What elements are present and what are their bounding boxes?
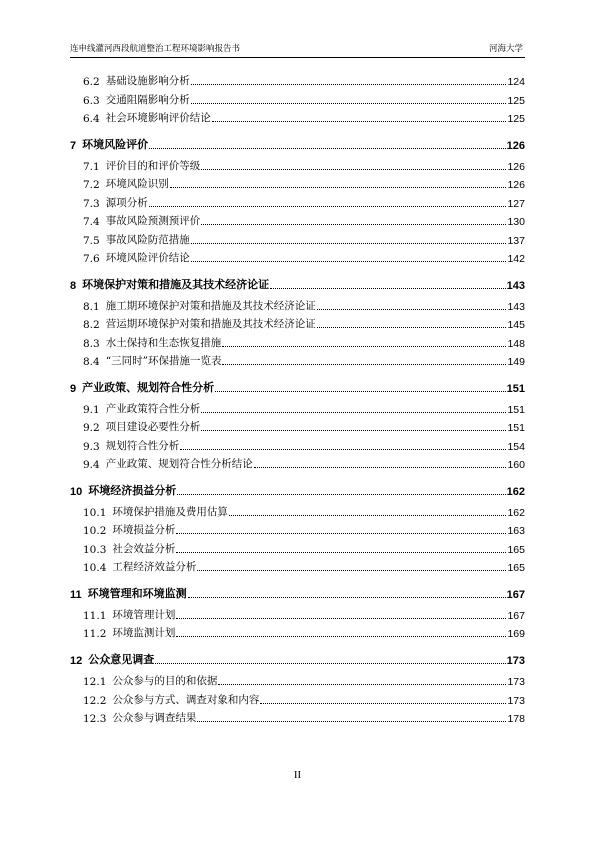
dot-leader (176, 533, 506, 534)
section-number: 9.4 (83, 459, 100, 472)
section-number: 6.2 (83, 76, 100, 89)
page-number: 125 (507, 113, 525, 126)
dot-leader (218, 684, 506, 685)
document-title: 连申线灌河西段航道整治工程环境影响报告书 (70, 44, 241, 54)
section-title: 环境风险识别 (105, 178, 169, 191)
section-number: 8.1 (83, 300, 100, 313)
section-title: 环境保护措施及费用估算 (112, 506, 228, 519)
dot-leader (191, 84, 507, 85)
chapter-title: 环境风险评价 (82, 137, 149, 151)
section-title: 公众参与方式、调查对象和内容 (112, 693, 260, 706)
section-number: 11.2 (83, 628, 107, 641)
page-number: 167 (507, 610, 525, 623)
toc-entry-12-3[interactable] (70, 707, 525, 725)
page-number: 154 (507, 440, 525, 453)
section-number: 6.3 (83, 94, 100, 107)
page-footer-number: II (293, 769, 302, 781)
toc-entry-8-1[interactable] (70, 295, 525, 313)
dot-leader (254, 467, 507, 468)
page-number: 169 (507, 628, 525, 641)
section-number: 10.4 (83, 562, 107, 575)
dot-leader (317, 309, 507, 310)
page-number: 151 (507, 422, 525, 435)
dot-leader (177, 494, 505, 495)
page-number: 137 (507, 234, 525, 247)
section-title: 环境风险评价结论 (105, 252, 190, 265)
section-number: 7.3 (83, 197, 100, 210)
dot-leader (191, 243, 507, 244)
toc-entry-7-5[interactable] (70, 228, 525, 246)
page-number: 145 (507, 319, 525, 332)
toc-entry-8-3[interactable] (70, 331, 525, 349)
dot-leader (260, 703, 506, 704)
section-number: 9.3 (83, 440, 100, 453)
section-title: 评价目的和评价等级 (105, 160, 201, 173)
dot-leader (155, 663, 505, 664)
section-number: 7.2 (83, 179, 100, 192)
institution-name: 河海大学 (488, 44, 523, 54)
dot-leader (176, 636, 506, 637)
dot-leader (201, 224, 506, 225)
page-header (70, 39, 525, 58)
section-title: 环境监测计划 (112, 627, 176, 640)
section-title: 工程经济效益分析 (112, 561, 197, 574)
toc-entry-10-3[interactable] (70, 537, 525, 555)
toc-entry-6-4[interactable] (70, 107, 525, 125)
page-number: 143 (507, 300, 525, 313)
dot-leader (222, 364, 506, 365)
section-number: 9.2 (83, 422, 100, 435)
toc-entry-8-2[interactable] (70, 313, 525, 331)
section-title: 基础设施影响分析 (105, 75, 190, 88)
section-title: 项目建设必要性分析 (105, 421, 201, 434)
section-title: 公众参与的目的和依据 (112, 675, 218, 688)
page-number: 126 (507, 161, 525, 174)
dot-leader (229, 515, 507, 516)
chapter-title: 公众意见调查 (88, 652, 155, 666)
toc-chapter-12[interactable] (70, 643, 525, 667)
section-number: 7.4 (83, 216, 100, 229)
page-number: 173 (507, 694, 525, 707)
chapter-title: 产业政策、规划符合性分析 (82, 380, 215, 394)
dot-leader (191, 103, 507, 104)
page-number: 167 (506, 588, 525, 601)
toc-entry-7-2[interactable] (70, 173, 525, 191)
chapter-number: 9 (70, 382, 77, 395)
section-title: 事故风险防范措施 (105, 233, 190, 246)
dot-leader (201, 412, 506, 413)
section-title: 事故风险预测预评价 (105, 215, 201, 228)
dot-leader (149, 148, 506, 149)
toc-entry-9-3[interactable] (70, 434, 525, 452)
page-number: 173 (507, 676, 525, 689)
chapter-title: 环境保护对策和措施及其技术经济论证 (82, 277, 270, 291)
chapter-number: 12 (70, 654, 83, 667)
dot-leader (317, 327, 507, 328)
toc-entry-10-1[interactable] (70, 501, 525, 519)
section-title: 施工期环境保护对策和措施及其技术经济论证 (105, 299, 316, 312)
section-number: 8.3 (83, 337, 100, 350)
toc-entry-11-2[interactable] (70, 622, 525, 640)
toc-entry-7-1[interactable] (70, 155, 525, 173)
toc-chapter-11[interactable] (70, 577, 525, 601)
chapter-title: 环境经济损益分析 (88, 483, 177, 497)
section-number: 12.2 (83, 694, 107, 707)
toc-entry-10-2[interactable] (70, 519, 525, 537)
dot-leader (222, 346, 506, 347)
toc-entry-7-6[interactable] (70, 247, 525, 265)
section-title: 产业政策符合性分析 (105, 402, 201, 415)
dot-leader (201, 169, 506, 170)
section-number: 9.1 (83, 403, 100, 416)
section-number: 7.6 (83, 253, 100, 266)
toc-entry-9-2[interactable] (70, 416, 525, 434)
dot-leader (270, 288, 506, 289)
section-number: 12.1 (83, 676, 107, 689)
dot-leader (170, 187, 507, 188)
dot-leader (188, 597, 506, 598)
section-title: 环境损益分析 (112, 524, 176, 537)
toc-chapter-8[interactable] (70, 268, 525, 292)
table-of-contents (70, 70, 525, 725)
section-title: 产业政策、规划符合性分析结论 (105, 458, 253, 471)
chapter-title: 环境管理和环境监测 (87, 586, 187, 600)
toc-entry-7-4[interactable] (70, 210, 525, 228)
section-number: 8.2 (83, 319, 100, 332)
page-number: 162 (506, 485, 525, 498)
page-number: 160 (507, 459, 525, 472)
toc-entry-6-3[interactable] (70, 88, 525, 106)
page-number: 165 (507, 562, 525, 575)
page-number: 178 (507, 713, 525, 726)
chapter-number: 8 (70, 279, 77, 292)
section-title: 交通阻隔影响分析 (105, 93, 190, 106)
toc-entry-9-1[interactable] (70, 398, 525, 416)
toc-entry-8-4[interactable] (70, 350, 525, 368)
dot-leader (197, 570, 506, 571)
toc-chapter-7[interactable] (70, 128, 525, 152)
toc-entry-9-4[interactable] (70, 453, 525, 471)
section-number: 7.5 (83, 234, 100, 247)
toc-chapter-10[interactable] (70, 474, 525, 498)
page-number: 130 (507, 216, 525, 229)
page-number: 124 (507, 76, 525, 89)
toc-entry-12-1[interactable] (70, 670, 525, 688)
toc-entry-12-2[interactable] (70, 688, 525, 706)
section-title: 社会环境影响评价结论 (105, 112, 211, 125)
section-number: 10.3 (83, 543, 107, 556)
page-number: 148 (507, 337, 525, 350)
dot-leader (215, 391, 506, 392)
toc-entry-10-4[interactable] (70, 556, 525, 574)
page-number: 151 (507, 403, 525, 416)
page-number: 163 (507, 525, 525, 538)
section-title: 源项分析 (105, 196, 148, 209)
toc-entry-11-1[interactable] (70, 604, 525, 622)
section-title: 社会效益分析 (112, 542, 176, 555)
page-number: 126 (506, 139, 525, 152)
page-number: 165 (507, 543, 525, 556)
page-number: 162 (507, 507, 525, 520)
section-number: 7.1 (83, 161, 100, 174)
section-number: 6.4 (83, 113, 100, 126)
section-title: 环境管理计划 (112, 609, 176, 622)
dot-leader (176, 618, 506, 619)
dot-leader (212, 121, 507, 122)
section-number: 10.2 (83, 525, 107, 538)
page-number: 143 (506, 279, 525, 292)
page-number: 142 (507, 253, 525, 266)
section-number: 8.4 (83, 356, 100, 369)
section-title: 水土保持和生态恢复措施 (105, 336, 222, 349)
section-title: “三同时”环保措施一览表 (105, 355, 222, 368)
page-number: 151 (506, 382, 525, 395)
page-number: 173 (506, 654, 525, 667)
section-number: 10.1 (83, 507, 107, 520)
dot-leader (201, 430, 506, 431)
dot-leader (176, 552, 506, 553)
chapter-number: 7 (70, 139, 77, 152)
page-number: 127 (507, 197, 525, 210)
section-title: 公众参与调查结果 (112, 712, 197, 725)
section-title: 规划符合性分析 (105, 439, 180, 452)
dot-leader (197, 721, 506, 722)
toc-entry-6-2[interactable] (70, 70, 525, 88)
toc-chapter-9[interactable] (70, 371, 525, 395)
section-number: 11.1 (83, 610, 107, 623)
chapter-number: 10 (70, 485, 83, 498)
page-number: 125 (507, 94, 525, 107)
page-number: 126 (507, 179, 525, 192)
section-title: 营运期环境保护对策和措施及其技术经济论证 (105, 318, 316, 331)
dot-leader (191, 261, 507, 262)
section-number: 12.3 (83, 713, 107, 726)
chapter-number: 11 (70, 588, 82, 601)
dot-leader (149, 206, 507, 207)
dot-leader (180, 449, 506, 450)
toc-entry-7-3[interactable] (70, 191, 525, 209)
page-number: 149 (507, 356, 525, 369)
